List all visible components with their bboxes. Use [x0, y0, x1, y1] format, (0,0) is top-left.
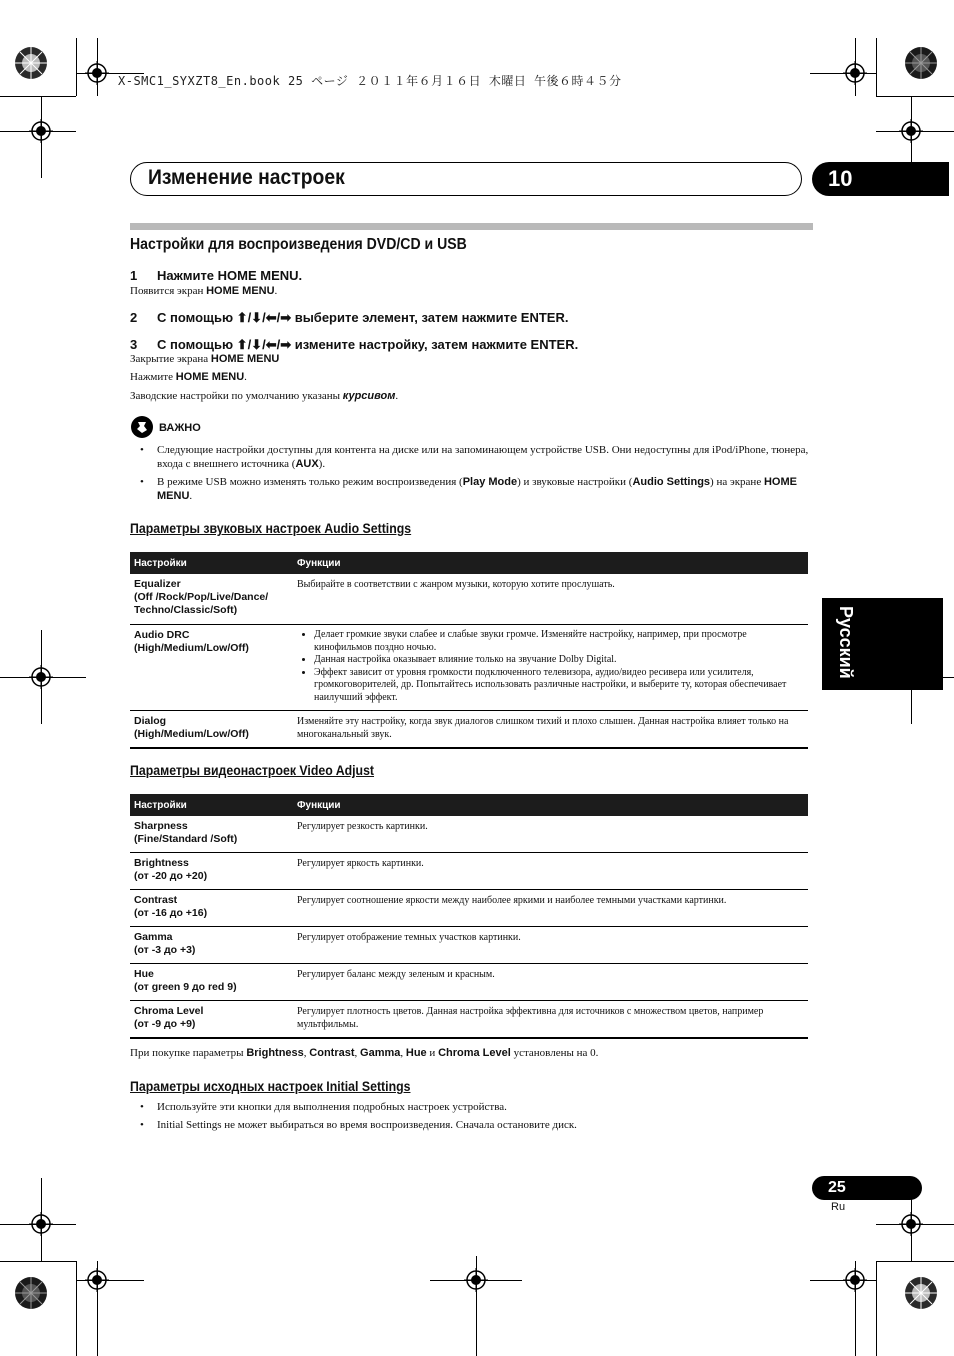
function-cell: Регулирует резкость картинки. [293, 816, 808, 853]
setting-cell: Audio DRC (High/Medium/Low/Off) [130, 625, 293, 711]
registration-target-icon [85, 1268, 109, 1292]
print-density-circle-icon [14, 46, 48, 80]
registration-target-icon [899, 1212, 923, 1236]
table-header-row [130, 552, 808, 574]
registration-target-icon [29, 1212, 53, 1236]
table-row [130, 816, 808, 853]
function-cell: Регулирует яркость картинки. [293, 853, 808, 890]
initial-settings-bullet-1: • Используйте эти кнопки для выполнения подробных настроек устройства. [140, 1101, 507, 1113]
audio-settings-title: Параметры звуковых настроек Audio Settings [130, 520, 412, 536]
registration-target-icon [29, 665, 53, 689]
table-row [130, 964, 808, 1001]
registration-target-icon [843, 61, 867, 85]
setting-cell: Hue (от green 9 до red 9) [130, 964, 293, 1001]
video-adjust-table [130, 794, 808, 1039]
step-2 [130, 310, 568, 326]
table-row [130, 927, 808, 964]
list-item: • Данная настройка оказывает влияние только на звучание Dolby Digital. [314, 654, 804, 667]
chapter-title: Изменение настроек [148, 166, 345, 189]
important-icon [131, 416, 153, 438]
column-header-functions: Функции [293, 794, 808, 816]
section-title: Настройки для воспроизведения DVD/CD и USB [130, 236, 467, 253]
setting-cell: Gamma (от -3 до +3) [130, 927, 293, 964]
step-number: 1 [130, 268, 138, 283]
function-cell: Регулирует соотношение яркости между наиболее яркими и наиболее темными участками картинки. [293, 890, 808, 927]
page-number: 25 [812, 1176, 922, 1200]
table-row [130, 711, 808, 749]
list-item: • Эффект зависит от уровня громкости подключенного телевизора, аудио/видео ресивера или усилителя, громкоговорителей, др. Попытайтесь использовать различные настройки, и выберите ту, которая обеспечивает наилучший эффект. [314, 667, 804, 705]
default-note: Заводские настройки по умолчанию указаны курсивом. [130, 390, 399, 402]
setting-cell: Dialog (High/Medium/Low/Off) [130, 711, 293, 749]
step-text: Нажмите HOME MENU. [157, 268, 303, 283]
video-adjust-title: Параметры видеонастроек Video Adjust [130, 762, 375, 778]
function-cell: Регулирует отображение темных участков картинки. [293, 927, 808, 964]
setting-cell: Contrast (от -16 до +16) [130, 890, 293, 927]
registration-target-icon [464, 1268, 488, 1292]
initial-settings-bullet-2: • Initial Settings не может выбираться во время воспроизведения. Сначала остановите диск. [140, 1119, 577, 1131]
important-label: ВАЖНО [159, 422, 201, 434]
initial-settings-title: Параметры исходных настроек Initial Settings [130, 1078, 411, 1094]
column-header-functions: Функции [293, 552, 808, 574]
column-header-settings: Настройки [130, 552, 293, 574]
table-row [130, 853, 808, 890]
table-header-row [130, 794, 808, 816]
setting-cell: Brightness (от -20 до +20) [130, 853, 293, 890]
video-defaults-note: При покупке параметры Brightness, Contrast, Gamma, Hue и Chroma Level установлены на 0. [130, 1047, 599, 1059]
function-cell [293, 625, 808, 711]
audio-settings-table [130, 552, 808, 749]
step-number: 3 [130, 337, 138, 352]
language-tab-label: Русский [836, 606, 856, 679]
table-row [130, 1001, 808, 1039]
function-cell: Регулирует плотность цветов. Данная настройка эффективна для источников с множеством цветов, например мультфильмы. [293, 1001, 808, 1039]
file-header: X-SMC1_SYXZT8_En.book 25 ページ ２０１１年６月１６日 木曜日 午後６時４５分 [118, 74, 622, 88]
print-density-circle-icon [904, 46, 938, 80]
setting-cell: Sharpness (Fine/Standard /Soft) [130, 816, 293, 853]
table-row [130, 890, 808, 927]
column-header-settings: Настройки [130, 794, 293, 816]
table-row [130, 574, 808, 625]
list-item: • Делает громкие звуки слабее и слабые звуки громче. Изменяйте настройку, например, при просмотре кинофильмов поздно ночью. [314, 629, 804, 654]
table-row [130, 625, 808, 711]
registration-target-icon [843, 1268, 867, 1292]
registration-target-icon [899, 119, 923, 143]
step-3 [130, 337, 578, 353]
step-text: С помощью ⬆/⬇/⬅/➡ выберите элемент, затем нажмите ENTER. [157, 310, 569, 325]
setting-cell: Chroma Level (от -9 до +9) [130, 1001, 293, 1039]
step1-note: Появится экран HOME MENU. [130, 285, 278, 297]
chapter-number: 10 [812, 162, 949, 196]
important-bullet-1: • Следующие настройки доступны для контента на диске или на запоминающем устройстве USB. Они недоступны для iPod/iPhone, тюнера, входа с внешнего источника (AUX). [140, 444, 809, 470]
print-density-circle-icon [14, 1276, 48, 1310]
setting-cell: Equalizer (Off /Rock/Pop/Live/Dance/ Techno/Classic/Soft) [130, 574, 293, 625]
page-language-code: Ru [831, 1201, 846, 1213]
function-cell: Выбирайте в соответствии с жанром музыки, которую хотите прослушать. [293, 574, 808, 625]
press-note: Нажмите HOME MENU. [130, 371, 247, 383]
print-density-circle-icon [904, 1276, 938, 1310]
registration-target-icon [29, 119, 53, 143]
function-cell: Изменяйте эту настройку, когда звук диалогов слишком тихий и плохо слышен. Данная настройка влияет только на многоканальный звук. [293, 711, 808, 749]
section-rule [130, 223, 813, 230]
function-cell: Регулирует баланс между зеленым и красным. [293, 964, 808, 1001]
close-note: Закрытие экрана HOME MENU [130, 353, 280, 365]
registration-target-icon [85, 61, 109, 85]
step-number: 2 [130, 310, 138, 325]
important-bullet-2: • В режиме USB можно изменять только режим воспроизведения (Play Mode) и звуковые настройки (Audio Settings) на экране HOME MENU. [140, 476, 797, 502]
step-1 [130, 268, 302, 283]
step-text: С помощью ⬆/⬇/⬅/➡ измените настройку, затем нажмите ENTER. [157, 337, 579, 352]
